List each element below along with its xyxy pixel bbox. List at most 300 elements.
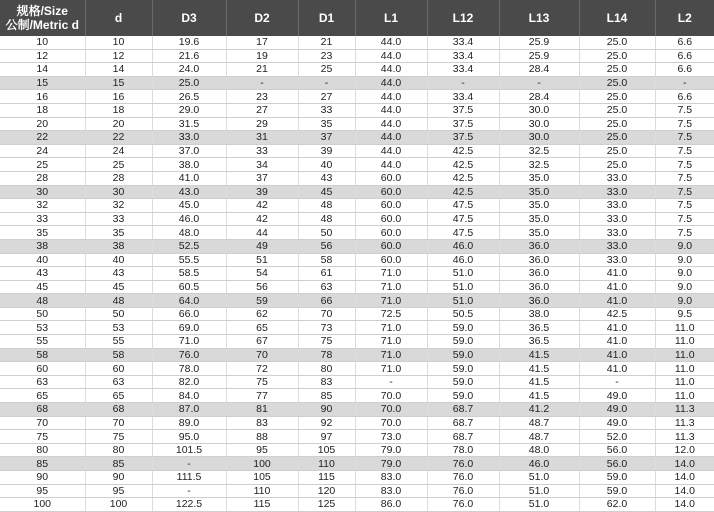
cell-d1: 58	[298, 253, 355, 267]
table-row	[0, 185, 714, 199]
cell-l2: 7.5	[655, 144, 714, 158]
cell-l13: 35.0	[499, 171, 579, 185]
cell-l1: 44.0	[355, 131, 427, 145]
cell-l1: 60.0	[355, 253, 427, 267]
header-l13: L13	[499, 0, 579, 36]
cell-l2: 7.5	[655, 226, 714, 240]
cell-size: 20	[0, 117, 85, 131]
cell-l2: -	[655, 76, 714, 90]
cell-size: 45	[0, 280, 85, 294]
cell-l2: 7.5	[655, 185, 714, 199]
cell-l2: 14.0	[655, 484, 714, 498]
cell-l12: 59.0	[427, 362, 499, 376]
cell-l12: 46.0	[427, 253, 499, 267]
table-row	[0, 430, 714, 444]
cell-l13: 30.0	[499, 131, 579, 145]
cell-d: 53	[85, 321, 152, 335]
table-row	[0, 90, 714, 104]
cell-d1: 73	[298, 321, 355, 335]
cell-l1: 71.0	[355, 335, 427, 349]
header-d2: D2	[226, 0, 298, 36]
cell-l14: 33.0	[579, 239, 655, 253]
table-row	[0, 267, 714, 281]
cell-l2: 7.5	[655, 158, 714, 172]
cell-d2: 51	[226, 253, 298, 267]
cell-d1: 78	[298, 348, 355, 362]
cell-d: 25	[85, 158, 152, 172]
cell-size: 15	[0, 76, 85, 90]
cell-d2: 100	[226, 457, 298, 471]
cell-l12: 68.7	[427, 430, 499, 444]
cell-l14: 56.0	[579, 457, 655, 471]
cell-d3: 21.6	[152, 49, 226, 63]
cell-d3: 41.0	[152, 171, 226, 185]
table-row	[0, 389, 714, 403]
cell-d: 65	[85, 389, 152, 403]
cell-size: 58	[0, 348, 85, 362]
cell-l1: 60.0	[355, 171, 427, 185]
cell-d3: 46.0	[152, 212, 226, 226]
cell-l2: 11.0	[655, 389, 714, 403]
cell-l12: 59.0	[427, 321, 499, 335]
cell-l1: 44.0	[355, 117, 427, 131]
cell-d: 38	[85, 239, 152, 253]
cell-l14: 33.0	[579, 212, 655, 226]
cell-d2: 27	[226, 103, 298, 117]
cell-d: 90	[85, 471, 152, 485]
cell-d1: 120	[298, 484, 355, 498]
cell-l1: 71.0	[355, 280, 427, 294]
cell-d2: 37	[226, 171, 298, 185]
cell-size: 65	[0, 389, 85, 403]
cell-d3: 29.0	[152, 103, 226, 117]
cell-d2: 88	[226, 430, 298, 444]
cell-l14: 41.0	[579, 348, 655, 362]
cell-d: 32	[85, 199, 152, 213]
cell-l14: 59.0	[579, 471, 655, 485]
table-row	[0, 226, 714, 240]
cell-l13: 30.0	[499, 103, 579, 117]
cell-d: 43	[85, 267, 152, 281]
cell-l2: 6.6	[655, 49, 714, 63]
cell-l12: 68.7	[427, 403, 499, 417]
cell-l12: 78.0	[427, 443, 499, 457]
cell-l2: 9.0	[655, 280, 714, 294]
cell-d: 35	[85, 226, 152, 240]
cell-d: 75	[85, 430, 152, 444]
cell-d: 14	[85, 63, 152, 77]
cell-l2: 6.6	[655, 90, 714, 104]
cell-d2: 54	[226, 267, 298, 281]
cell-l2: 9.0	[655, 294, 714, 308]
cell-d: 33	[85, 212, 152, 226]
cell-l13: 36.5	[499, 335, 579, 349]
cell-d1: 48	[298, 199, 355, 213]
cell-d3: 82.0	[152, 375, 226, 389]
cell-l12: 76.0	[427, 457, 499, 471]
cell-l13: 51.0	[499, 484, 579, 498]
table-row	[0, 280, 714, 294]
cell-d2: 70	[226, 348, 298, 362]
cell-d1: 48	[298, 212, 355, 226]
cell-size: 16	[0, 90, 85, 104]
cell-size: 43	[0, 267, 85, 281]
cell-d3: 64.0	[152, 294, 226, 308]
cell-d2: 42	[226, 212, 298, 226]
cell-d2: 105	[226, 471, 298, 485]
cell-l13: -	[499, 76, 579, 90]
cell-l13: 36.0	[499, 253, 579, 267]
cell-d3: 37.0	[152, 144, 226, 158]
cell-l14: 41.0	[579, 267, 655, 281]
cell-d: 40	[85, 253, 152, 267]
cell-size: 28	[0, 171, 85, 185]
table-row	[0, 103, 714, 117]
cell-l1: 44.0	[355, 76, 427, 90]
cell-l1: 72.5	[355, 307, 427, 321]
cell-d3: 60.5	[152, 280, 226, 294]
cell-l2: 11.3	[655, 430, 714, 444]
cell-l2: 12.0	[655, 443, 714, 457]
cell-d: 10	[85, 36, 152, 49]
cell-l13: 35.0	[499, 212, 579, 226]
cell-d: 48	[85, 294, 152, 308]
cell-d1: 43	[298, 171, 355, 185]
cell-size: 55	[0, 335, 85, 349]
cell-l14: 33.0	[579, 199, 655, 213]
cell-d2: 29	[226, 117, 298, 131]
cell-l14: 25.0	[579, 158, 655, 172]
cell-d2: 65	[226, 321, 298, 335]
cell-l12: 33.4	[427, 49, 499, 63]
cell-l1: 44.0	[355, 36, 427, 49]
cell-d: 16	[85, 90, 152, 104]
cell-size: 70	[0, 416, 85, 430]
cell-l13: 36.0	[499, 239, 579, 253]
table-row	[0, 307, 714, 321]
table-row	[0, 253, 714, 267]
table-row	[0, 484, 714, 498]
cell-l14: 59.0	[579, 484, 655, 498]
cell-d: 20	[85, 117, 152, 131]
cell-l12: 51.0	[427, 280, 499, 294]
cell-l1: 83.0	[355, 484, 427, 498]
cell-l14: 33.0	[579, 171, 655, 185]
cell-l1: -	[355, 375, 427, 389]
table-row	[0, 76, 714, 90]
cell-l14: 33.0	[579, 185, 655, 199]
cell-d1: 90	[298, 403, 355, 417]
cell-l1: 86.0	[355, 498, 427, 512]
cell-d1: 40	[298, 158, 355, 172]
cell-d1: 83	[298, 375, 355, 389]
cell-l12: 37.5	[427, 117, 499, 131]
cell-d3: 69.0	[152, 321, 226, 335]
cell-size: 68	[0, 403, 85, 417]
cell-l13: 32.5	[499, 144, 579, 158]
header-size	[0, 0, 85, 36]
cell-l14: 49.0	[579, 403, 655, 417]
cell-l14: 62.0	[579, 498, 655, 512]
cell-l13: 35.0	[499, 226, 579, 240]
cell-l2: 7.5	[655, 103, 714, 117]
table-row	[0, 457, 714, 471]
cell-l14: 41.0	[579, 280, 655, 294]
cell-d: 63	[85, 375, 152, 389]
cell-l2: 11.0	[655, 375, 714, 389]
cell-d: 80	[85, 443, 152, 457]
cell-l1: 60.0	[355, 239, 427, 253]
cell-l14: 56.0	[579, 443, 655, 457]
cell-l12: 42.5	[427, 158, 499, 172]
header-size-line1: 规格/Size	[16, 4, 68, 18]
cell-l14: 41.0	[579, 362, 655, 376]
cell-l2: 7.5	[655, 117, 714, 131]
cell-l14: 25.0	[579, 63, 655, 77]
cell-l13: 46.0	[499, 457, 579, 471]
header-d1: D1	[298, 0, 355, 36]
cell-l13: 35.0	[499, 185, 579, 199]
cell-l2: 11.3	[655, 403, 714, 417]
cell-d: 50	[85, 307, 152, 321]
cell-l13: 51.0	[499, 471, 579, 485]
cell-l13: 36.5	[499, 321, 579, 335]
cell-l2: 14.0	[655, 498, 714, 512]
cell-l1: 70.0	[355, 389, 427, 403]
cell-d3: 38.0	[152, 158, 226, 172]
cell-d2: 62	[226, 307, 298, 321]
cell-d: 60	[85, 362, 152, 376]
cell-l12: 33.4	[427, 63, 499, 77]
cell-l1: 70.0	[355, 403, 427, 417]
cell-l13: 41.2	[499, 403, 579, 417]
cell-l1: 71.0	[355, 267, 427, 281]
cell-d3: 26.5	[152, 90, 226, 104]
cell-l14: 33.0	[579, 226, 655, 240]
cell-size: 75	[0, 430, 85, 444]
cell-d: 70	[85, 416, 152, 430]
cell-l12: 46.0	[427, 239, 499, 253]
cell-l14: 42.5	[579, 307, 655, 321]
cell-l2: 11.0	[655, 335, 714, 349]
cell-size: 18	[0, 103, 85, 117]
cell-l1: 71.0	[355, 348, 427, 362]
cell-d3: 84.0	[152, 389, 226, 403]
cell-d1: 70	[298, 307, 355, 321]
cell-d1: 66	[298, 294, 355, 308]
cell-d1: 39	[298, 144, 355, 158]
cell-size: 80	[0, 443, 85, 457]
cell-l13: 36.0	[499, 267, 579, 281]
cell-d2: 77	[226, 389, 298, 403]
cell-d3: 71.0	[152, 335, 226, 349]
cell-d3: 33.0	[152, 131, 226, 145]
cell-d1: 45	[298, 185, 355, 199]
table-row	[0, 36, 714, 49]
cell-size: 95	[0, 484, 85, 498]
cell-d3: 76.0	[152, 348, 226, 362]
cell-l12: 59.0	[427, 335, 499, 349]
table-row	[0, 158, 714, 172]
table-row	[0, 375, 714, 389]
cell-l1: 83.0	[355, 471, 427, 485]
cell-l2: 11.0	[655, 362, 714, 376]
cell-d2: -	[226, 76, 298, 90]
cell-d3: 122.5	[152, 498, 226, 512]
cell-l14: 25.0	[579, 131, 655, 145]
cell-d2: 34	[226, 158, 298, 172]
cell-size: 14	[0, 63, 85, 77]
cell-d: 58	[85, 348, 152, 362]
cell-l14: 41.0	[579, 335, 655, 349]
cell-d: 95	[85, 484, 152, 498]
cell-l14: 25.0	[579, 103, 655, 117]
cell-d2: 42	[226, 199, 298, 213]
cell-l13: 41.5	[499, 362, 579, 376]
table-row	[0, 239, 714, 253]
cell-size: 40	[0, 253, 85, 267]
cell-d3: 89.0	[152, 416, 226, 430]
cell-d: 85	[85, 457, 152, 471]
cell-l14: 49.0	[579, 389, 655, 403]
cell-l2: 11.0	[655, 348, 714, 362]
cell-d1: 27	[298, 90, 355, 104]
cell-d: 100	[85, 498, 152, 512]
cell-l2: 9.0	[655, 239, 714, 253]
cell-d: 68	[85, 403, 152, 417]
cell-d3: 66.0	[152, 307, 226, 321]
table-row	[0, 335, 714, 349]
cell-d3: 48.0	[152, 226, 226, 240]
cell-l13: 30.0	[499, 117, 579, 131]
cell-l1: 44.0	[355, 158, 427, 172]
cell-d1: 35	[298, 117, 355, 131]
cell-size: 25	[0, 158, 85, 172]
cell-l13: 48.7	[499, 416, 579, 430]
cell-l13: 32.5	[499, 158, 579, 172]
cell-l1: 79.0	[355, 457, 427, 471]
table-row	[0, 294, 714, 308]
table-row	[0, 443, 714, 457]
cell-l2: 14.0	[655, 457, 714, 471]
cell-l2: 7.5	[655, 212, 714, 226]
cell-d2: 39	[226, 185, 298, 199]
cell-l1: 71.0	[355, 321, 427, 335]
cell-l14: 41.0	[579, 294, 655, 308]
cell-d2: 17	[226, 36, 298, 49]
cell-l14: 25.0	[579, 144, 655, 158]
cell-l1: 60.0	[355, 226, 427, 240]
cell-l2: 6.6	[655, 36, 714, 49]
cell-d3: 43.0	[152, 185, 226, 199]
cell-l1: 60.0	[355, 212, 427, 226]
cell-l1: 70.0	[355, 416, 427, 430]
cell-l1: 60.0	[355, 199, 427, 213]
cell-l1: 60.0	[355, 185, 427, 199]
cell-l2: 11.3	[655, 416, 714, 430]
cell-l1: 79.0	[355, 443, 427, 457]
cell-l2: 14.0	[655, 471, 714, 485]
cell-d2: 31	[226, 131, 298, 145]
cell-size: 10	[0, 36, 85, 49]
table-row	[0, 63, 714, 77]
cell-size: 90	[0, 471, 85, 485]
cell-d2: 95	[226, 443, 298, 457]
cell-d1: 105	[298, 443, 355, 457]
cell-d1: 21	[298, 36, 355, 49]
cell-size: 22	[0, 131, 85, 145]
cell-size: 38	[0, 239, 85, 253]
cell-l13: 48.7	[499, 430, 579, 444]
cell-l1: 73.0	[355, 430, 427, 444]
cell-l12: 42.5	[427, 171, 499, 185]
table-row	[0, 348, 714, 362]
cell-l13: 28.4	[499, 90, 579, 104]
cell-l14: 25.0	[579, 49, 655, 63]
cell-d1: 92	[298, 416, 355, 430]
cell-d1: 110	[298, 457, 355, 471]
cell-l1: 44.0	[355, 90, 427, 104]
cell-d3: 95.0	[152, 430, 226, 444]
header-d: d	[85, 0, 152, 36]
cell-d1: 25	[298, 63, 355, 77]
cell-l1: 44.0	[355, 103, 427, 117]
cell-l12: -	[427, 76, 499, 90]
cell-l2: 6.6	[655, 63, 714, 77]
cell-size: 30	[0, 185, 85, 199]
cell-l13: 51.0	[499, 498, 579, 512]
cell-d1: 80	[298, 362, 355, 376]
cell-size: 50	[0, 307, 85, 321]
table-row	[0, 131, 714, 145]
cell-d1: 33	[298, 103, 355, 117]
cell-d1: 115	[298, 471, 355, 485]
table-row	[0, 199, 714, 213]
cell-l13: 41.5	[499, 375, 579, 389]
cell-l14: -	[579, 375, 655, 389]
cell-d1: 23	[298, 49, 355, 63]
cell-l1: 44.0	[355, 63, 427, 77]
cell-l12: 51.0	[427, 294, 499, 308]
cell-size: 33	[0, 212, 85, 226]
cell-l14: 25.0	[579, 117, 655, 131]
cell-size: 63	[0, 375, 85, 389]
cell-d1: 63	[298, 280, 355, 294]
table-row	[0, 117, 714, 131]
cell-size: 32	[0, 199, 85, 213]
table-row	[0, 471, 714, 485]
header-l12: L12	[427, 0, 499, 36]
cell-d2: 83	[226, 416, 298, 430]
table-row	[0, 49, 714, 63]
cell-d: 30	[85, 185, 152, 199]
cell-l12: 42.5	[427, 185, 499, 199]
cell-l13: 25.9	[499, 49, 579, 63]
cell-d3: 101.5	[152, 443, 226, 457]
cell-d: 18	[85, 103, 152, 117]
cell-d3: 58.5	[152, 267, 226, 281]
header-size-line2: 公制/Metric d	[5, 18, 79, 32]
cell-l13: 35.0	[499, 199, 579, 213]
cell-l12: 59.0	[427, 348, 499, 362]
cell-l12: 42.5	[427, 144, 499, 158]
cell-d3: -	[152, 457, 226, 471]
cell-l12: 76.0	[427, 484, 499, 498]
cell-l12: 37.5	[427, 131, 499, 145]
cell-l14: 25.0	[579, 36, 655, 49]
cell-l2: 9.0	[655, 253, 714, 267]
cell-l14: 52.0	[579, 430, 655, 444]
